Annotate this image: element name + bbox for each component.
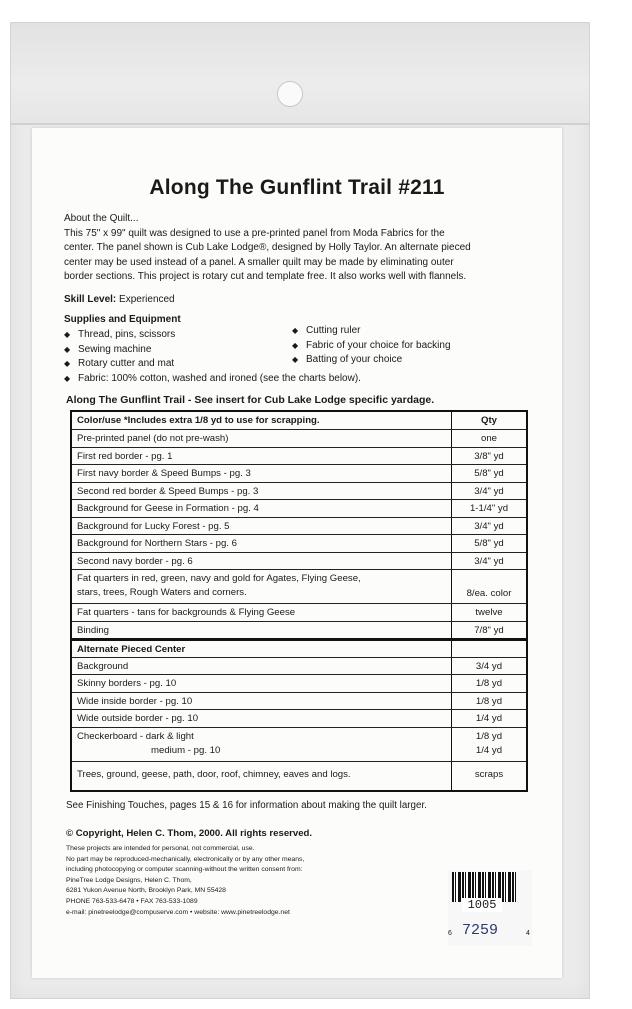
- row-qty: 3/8" yd: [474, 450, 504, 462]
- table-row: [72, 518, 526, 536]
- yardage-table: [70, 410, 528, 792]
- about-line: border sections. This project is rotary cut and template free. It also works well with flannels.: [64, 271, 467, 283]
- table-row: [72, 622, 526, 641]
- row-item: [77, 731, 447, 756]
- row-qty-line: 1/8 yd: [475, 730, 503, 742]
- table-row: [72, 553, 526, 571]
- row-qty: [452, 731, 526, 756]
- barcode-right-digit: 4: [526, 930, 530, 937]
- row-item: Background for Lucky Forest - pg. 5: [77, 520, 230, 532]
- copyright: © Copyright, Helen C. Thom, 2000. All rights reserved.: [66, 828, 313, 839]
- about-line: center. The panel shown is Cub Lake Lodge®, designed by Holly Taylor. An alternate pieced: [64, 242, 471, 254]
- terms-line: 6281 Yukon Avenue North, Brooklyn Park, MN 55428: [66, 887, 226, 895]
- table-header-row: [72, 412, 526, 430]
- terms-block: [66, 844, 386, 918]
- row-qty: 3/4" yd: [474, 555, 504, 567]
- supply-item: ◆ Batting of your choice: [292, 353, 451, 368]
- row-item-line: stars, trees, Rough Waters and corners.: [77, 587, 247, 598]
- about-section: [64, 212, 534, 285]
- about-line: This 75" x 99" quilt was designed to use a pre-printed panel from Moda Fabrics for the: [64, 227, 445, 239]
- supply-item: ◆ Fabric: 100% cotton, washed and ironed (see the charts below).: [64, 372, 361, 387]
- about-line: center may be used instead of a panel. A smaller quilt may be made by eliminating outer: [64, 256, 454, 268]
- price-code: 7259: [462, 922, 499, 939]
- skill-label: Skill Level:: [64, 294, 117, 305]
- diamond-bullet-icon: ◆: [292, 355, 299, 365]
- diamond-bullet-icon: ◆: [64, 359, 71, 369]
- row-qty: 1/8 yd: [475, 678, 503, 689]
- supply-item: ◆ Sewing machine: [64, 343, 175, 358]
- table-row: [72, 658, 526, 676]
- row-item-line: Fat quarters in red, green, navy and gold for Agates, Flying Geese,: [77, 573, 361, 584]
- supply-item: ◆ Fabric of your choice for backing: [292, 339, 451, 354]
- supply-item: ◆ Thread, pins, scissors: [64, 328, 175, 343]
- alt-center-heading: Alternate Pieced Center: [77, 643, 186, 655]
- table-row: [72, 430, 526, 448]
- hang-hole-icon: [277, 81, 303, 107]
- row-item: First navy border & Speed Bumps - pg. 3: [77, 468, 251, 479]
- row-qty: 3/4" yd: [474, 485, 504, 497]
- terms-line: PHONE 763-533-6478 • FAX 763-533-1089: [66, 897, 198, 905]
- about-heading: About the Quilt...: [64, 213, 139, 224]
- row-qty: twelve: [475, 607, 503, 618]
- row-item: Background for Northern Stars - pg. 6: [77, 538, 237, 549]
- row-qty: one: [480, 433, 497, 444]
- row-item: [77, 573, 447, 598]
- table-row: [72, 570, 526, 604]
- row-qty: 5/8" yd: [474, 538, 504, 549]
- table-row: [72, 465, 526, 483]
- barcode-number: 1005: [462, 898, 502, 912]
- row-qty: 1/4 yd: [475, 713, 503, 724]
- page-title: Along The Gunflint Trail #211: [149, 176, 445, 199]
- terms-line: e-mail: pinetreelodge@compuserve.com • website: www.pinetreelodge.net: [66, 908, 290, 916]
- barcode-left-digit: 6: [448, 930, 452, 937]
- row-qty: 1/8 yd: [475, 695, 503, 707]
- diamond-bullet-icon: ◆: [64, 344, 71, 354]
- diamond-bullet-icon: ◆: [64, 374, 71, 383]
- table-subheader-row: [72, 641, 526, 658]
- row-item: First red border - pg. 1: [77, 450, 173, 462]
- terms-line: No part may be reproduced-mechanically, electronically or by any other means,: [66, 855, 305, 863]
- table-row: [72, 710, 526, 728]
- bag-header-seal: [11, 23, 589, 125]
- table-row: [72, 693, 526, 711]
- row-item: Second navy border - pg. 6: [77, 555, 193, 567]
- table-row: [72, 675, 526, 693]
- row-qty: 3/4" yd: [474, 520, 504, 532]
- supplies-heading: Supplies and Equipment: [64, 314, 181, 325]
- skill-value: Experienced: [119, 294, 175, 305]
- table-title: Along The Gunflint Trail - See insert for Cub Lake Lodge specific yardage.: [66, 394, 435, 406]
- diamond-bullet-icon: ◆: [64, 330, 71, 339]
- row-item: Second red border & Speed Bumps - pg. 3: [77, 485, 259, 497]
- table-row: [72, 500, 526, 518]
- skill-level: [64, 294, 175, 305]
- finishing-note: See Finishing Touches, pages 15 & 16 for information about making the quilt larger.: [66, 800, 427, 811]
- header-color-use: Color/use *Includes extra 1/8 yd to use for scrapping.: [77, 415, 320, 426]
- row-qty: 7/8" yd: [474, 624, 504, 636]
- table-row: [72, 535, 526, 553]
- row-item: Trees, ground, geese, path, door, roof, chimney, eaves and logs.: [77, 768, 351, 780]
- table-row: [72, 448, 526, 466]
- row-qty: 3/4 yd: [475, 660, 503, 672]
- table-row: [72, 604, 526, 622]
- table-row: [72, 483, 526, 501]
- row-item: Wide outside border - pg. 10: [77, 713, 199, 724]
- terms-line: including photocopying or computer scanning-without the written consent from:: [66, 866, 303, 874]
- row-qty: 8/ea. color: [466, 588, 512, 599]
- row-item: Background: [77, 660, 129, 672]
- supply-item: ◆ Cutting ruler: [292, 324, 451, 339]
- row-item: Pre-printed panel (do not pre-wash): [77, 433, 229, 444]
- row-item: Skinny borders - pg. 10: [77, 678, 177, 689]
- row-item: Background for Geese in Formation - pg. 4: [77, 503, 259, 514]
- row-qty: 1-1/4" yd: [469, 503, 509, 514]
- table-row: [72, 728, 526, 762]
- row-item-line: medium - pg. 10: [151, 744, 221, 756]
- terms-line: PineTree Lodge Designs, Helen C. Thom,: [66, 876, 192, 884]
- diamond-bullet-icon: ◆: [292, 326, 299, 335]
- row-qty: scraps: [474, 768, 504, 780]
- row-qty-line: 1/4 yd: [475, 744, 503, 756]
- diamond-bullet-icon: ◆: [292, 340, 299, 350]
- supply-item: ◆ Rotary cutter and mat: [64, 357, 175, 372]
- row-item: Binding: [77, 624, 110, 636]
- price-sticker: [448, 870, 532, 946]
- row-qty: 5/8" yd: [474, 468, 504, 479]
- header-qty: Qty: [481, 415, 497, 426]
- row-item: Wide inside border - pg. 10: [77, 695, 193, 707]
- pattern-sheet: [32, 128, 562, 978]
- terms-line: These projects are intended for personal, not commercial, use.: [66, 845, 255, 852]
- row-item-line: Checkerboard - dark & light: [77, 730, 194, 742]
- table-row: [72, 762, 526, 790]
- row-item: Fat quarters - tans for backgrounds & Flying Geese: [77, 607, 296, 618]
